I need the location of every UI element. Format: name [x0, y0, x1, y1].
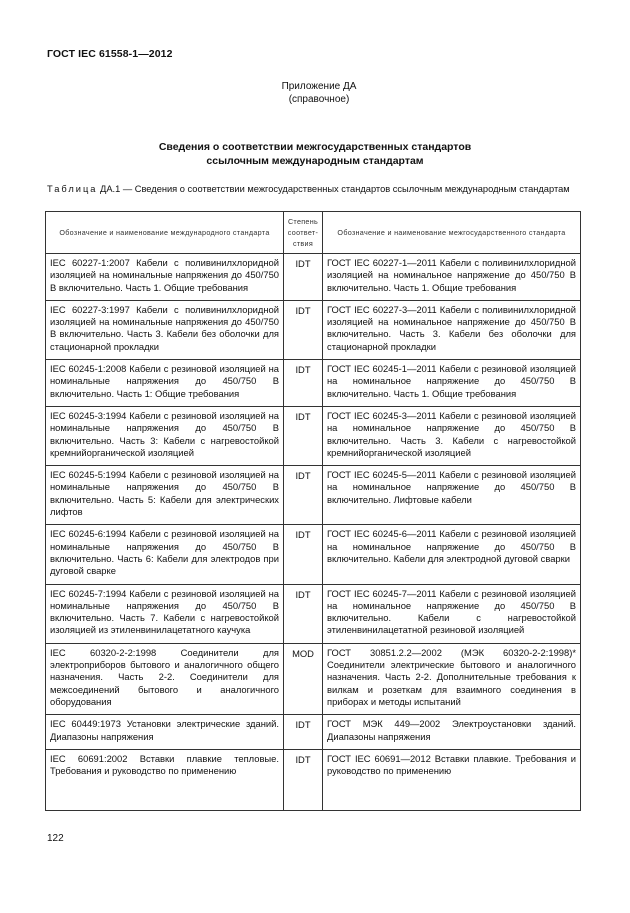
table-caption-label: Таблица — [47, 184, 98, 194]
interstate-standard-cell: ГОСТ IEC 60691—2012 Вставки плавкие. Требования и руководство по применению — [323, 749, 581, 810]
degree-cell: IDT — [284, 254, 323, 301]
appendix-subtitle: (справочное) — [288, 94, 350, 105]
appendix-title: Приложение ДА — [281, 81, 357, 92]
document-code: ГОСТ IEC 61558-1—2012 — [47, 48, 173, 60]
table-row — [46, 525, 581, 584]
header-interstate: Обозначение и наименование межгосударственного стандарта — [323, 212, 581, 254]
international-standard-cell: IEC 60227-3:1997 Кабели с поливинилхлоридной изоляцией на номинальные напряжения до 450/750 В включительно. Часть 3. Кабели без оболочки для стационарной прокладки — [46, 300, 284, 359]
interstate-standard-cell: ГОСТ IEC 60245-3—2011 Кабели с резиновой изоляцией на номинальное напряжение до 450/750 В включительно. Часть 3. Кабели с нагревостойкой кремнийорганической изоляцией — [323, 406, 581, 465]
degree-cell: IDT — [284, 584, 323, 643]
degree-cell: IDT — [284, 300, 323, 359]
international-standard-cell: IEC 60245-3:1994 Кабели с резиновой изоляцией на номинальные напряжения до 450/750 В включительно. Часть 3: Кабели с нагревостойкой кремнийорганической изоляцией — [46, 406, 284, 465]
document-title — [0, 140, 630, 168]
interstate-standard-cell: ГОСТ IEC 60227-1—2011 Кабели с поливинилхлоридной изоляцией на номинальное напряжение до 450/750 В включительно. Часть 1. Общие требования — [323, 254, 581, 301]
header-international: Обозначение и наименование международного стандарта — [46, 212, 284, 254]
interstate-standard-cell: ГОСТ 30851.2.2—2002 (МЭК 60320-2-2:1998)* Соединители электрические бытового и аналогичного назначения. Часть 2-2. Дополнительные требования к вилкам и розеткам для взаимного соединения в приборах и методы испытаний — [323, 643, 581, 714]
interstate-standard-cell: ГОСТ МЭК 449—2002 Электроустановки зданий. Диапазоны напряжения — [323, 715, 581, 750]
degree-cell: MOD — [284, 643, 323, 714]
header-degree: Степень соответ- ствия — [284, 212, 323, 254]
interstate-standard-cell: ГОСТ IEC 60227-3—2011 Кабели с поливинилхлоридной изоляцией на номинальное напряжение до 450/750 В включительно. Часть 3. Кабели без оболочки для стационарной прокладки — [323, 300, 581, 359]
degree-cell: IDT — [284, 715, 323, 750]
correspondence-table — [45, 211, 581, 811]
table-row — [46, 715, 581, 750]
table-row — [46, 749, 581, 810]
degree-cell: IDT — [284, 406, 323, 465]
international-standard-cell: IEC 60245-5:1994 Кабели с резиновой изоляцией на номинальные напряжения до 450/750 В включительно. Часть 5: Кабели для электрических лифтов — [46, 466, 284, 525]
table-row — [46, 254, 581, 301]
interstate-standard-cell: ГОСТ IEC 60245-6—2011 Кабели с резиновой изоляцией на номинальное напряжение до 450/750 В включительно. Кабели для электродной дуговой сварки — [323, 525, 581, 584]
page-number: 122 — [47, 833, 64, 844]
table-caption — [47, 183, 587, 195]
table-row — [46, 584, 581, 643]
document-title-line-2: ссылочным международным стандартам — [206, 155, 424, 167]
table-row — [46, 360, 581, 407]
table-row — [46, 300, 581, 359]
table-caption-text: ДА.1 — Сведения о соответствии межгосударственных стандартов ссылочным международным стандартам — [97, 184, 570, 194]
table-row — [46, 406, 581, 465]
degree-cell: IDT — [284, 466, 323, 525]
international-standard-cell: IEC 60320-2-2:1998 Соединители для электроприборов бытового и аналогичного общего назначения. Часть 2-2. Соединители для межсоединений бытового и аналогичного оборудования — [46, 643, 284, 714]
international-standard-cell: IEC 60227-1:2007 Кабели с поливинилхлоридной изоляцией на номинальные напряжения до 450/750 В включительно. Часть 1. Общие требования — [46, 254, 284, 301]
degree-cell: IDT — [284, 525, 323, 584]
document-title-line-1: Сведения о соответствии межгосударственных стандартов — [158, 141, 472, 153]
table-header-row — [46, 212, 581, 254]
international-standard-cell: IEC 60245-1:2008 Кабели с резиновой изоляцией на номинальные напряжения до 450/750 В включительно. Часть 1: Общие требования — [46, 360, 284, 407]
interstate-standard-cell: ГОСТ IEC 60245-7—2011 Кабели с резиновой изоляцией на номинальное напряжение до 450/750 В включительно. Кабели с нагревостойкой этиленвинилацетатной резиновой изоляцией — [323, 584, 581, 643]
degree-cell: IDT — [284, 749, 323, 810]
interstate-standard-cell: ГОСТ IEC 60245-1—2011 Кабели с резиновой изоляцией на номинальное напряжение до 450/750 В включительно. Часть 1. Общие требования — [323, 360, 581, 407]
table-row — [46, 643, 581, 714]
international-standard-cell: IEC 60691:2002 Вставки плавкие тепловые. Требования и руководство по применению — [46, 749, 284, 810]
table-row — [46, 466, 581, 525]
degree-cell: IDT — [284, 360, 323, 407]
appendix-heading — [0, 80, 630, 106]
international-standard-cell: IEC 60245-7:1994 Кабели с резиновой изоляцией на номинальные напряжения до 450/750 В включительно. Часть 7. Кабели с нагревостойкой изоляцией из этиленвинилацетатного каучука — [46, 584, 284, 643]
international-standard-cell: IEC 60449:1973 Установки электрические зданий. Диапазоны напряжения — [46, 715, 284, 750]
international-standard-cell: IEC 60245-6:1994 Кабели с резиновой изоляцией на номинальные напряжения до 450/750 В включительно. Часть 6: Кабели для электродов при дуговой сварке — [46, 525, 284, 584]
interstate-standard-cell: ГОСТ IEC 60245-5—2011 Кабели с резиновой изоляцией на номинальное напряжение до 450/750 В включительно. Лифтовые кабели — [323, 466, 581, 525]
